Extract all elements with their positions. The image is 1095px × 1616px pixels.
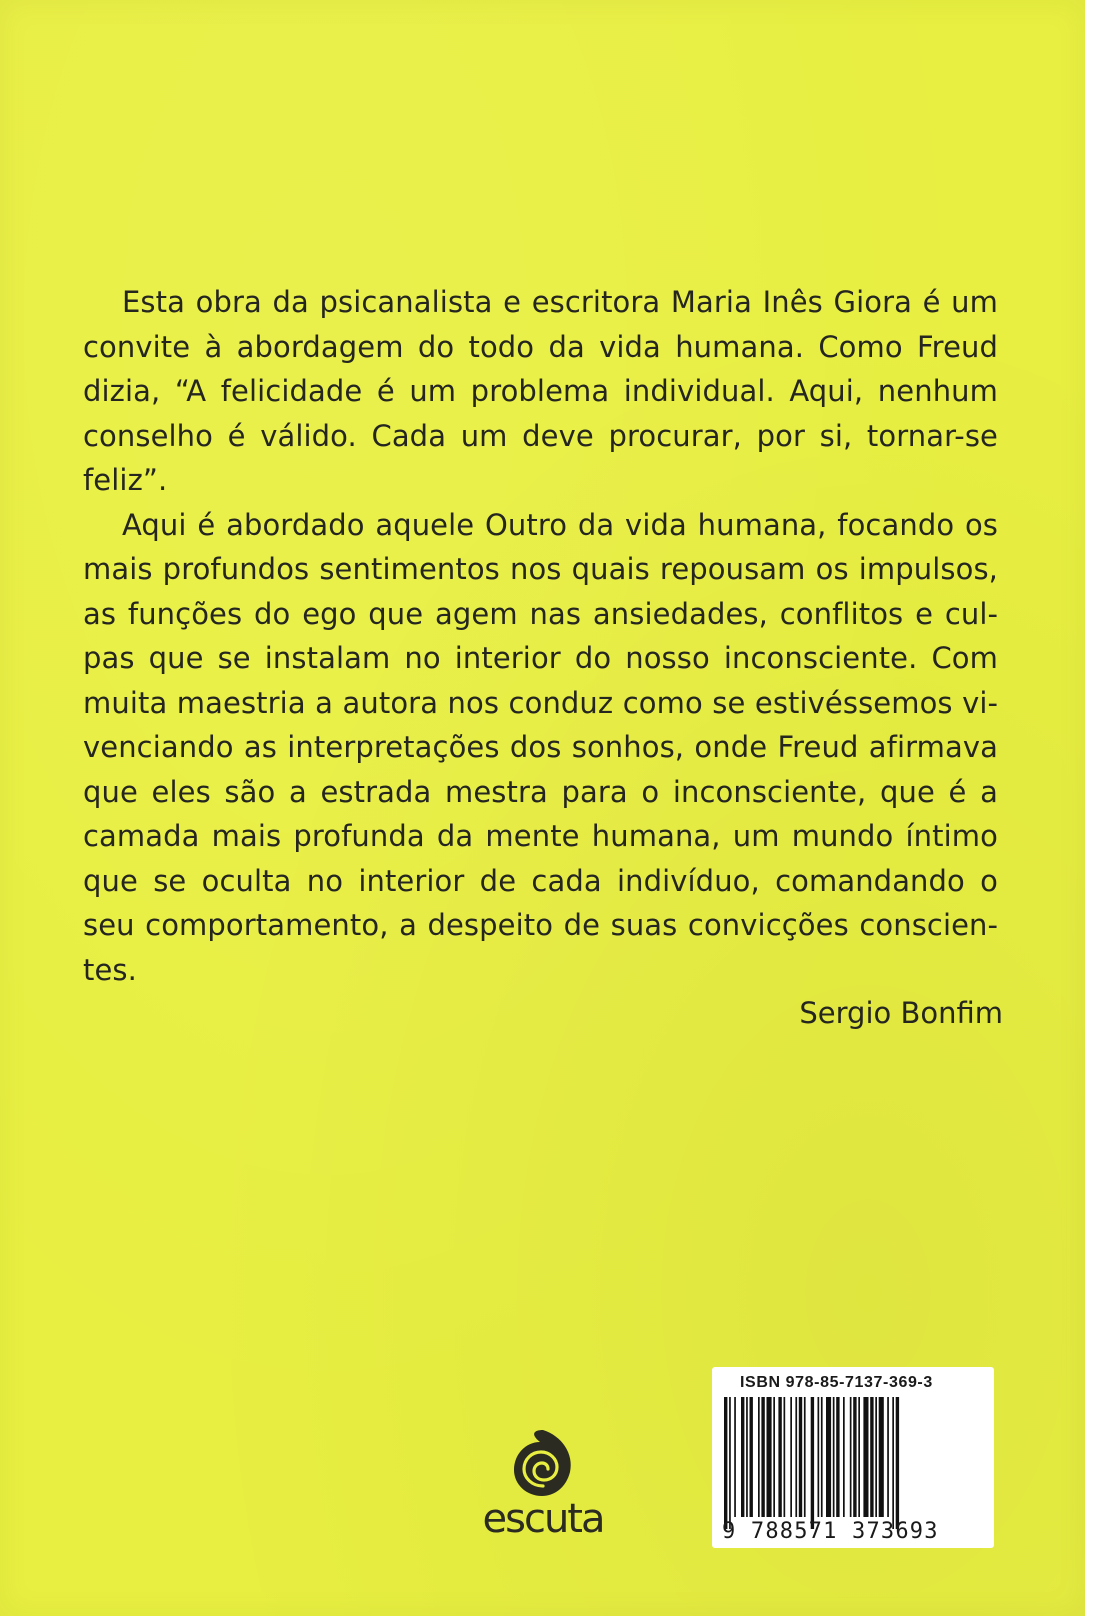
barcode-bar [746, 1397, 748, 1517]
barcode-bar [826, 1397, 831, 1517]
blurb-paragraph-2: Aqui é abordado aquele Outro da vida humana, focando os mais profundos sentimentos nos quais repousam os impulsos, as funções do ego que agem nas ansiedades, conflitos e culpas que se instalam no interior do nosso inconsciente. Com muita maestria a autora nos conduz como se estivéssemos vivenciando as interpretações dos sonhos, onde Freud afirmava que eles são a estrada mestra para o inconsciente, que é a camada mais profunda da mente humana, um mundo íntimo que se oculta no interior de cada indivíduo, comandando o seu comportamento, a despeito de suas convicções conscientes. [83, 507, 998, 987]
blurb-paragraph-1: Esta obra da psicanalista e escritora Maria Inês Giora é um convite à abordagem do todo da vida humana. Como Freud dizia, “A felicidade é um problema individual. Aqui, nenhum conselho é válido. Cada um deve procurar, por si, tornar-se feliz”. [83, 285, 998, 497]
barcode-bar [758, 1397, 760, 1517]
barcode-bar [892, 1397, 894, 1529]
spiral-shell-icon [510, 1428, 576, 1498]
barcode-bar [795, 1397, 797, 1517]
barcode-bar [887, 1397, 889, 1517]
barcode-bar [818, 1397, 820, 1517]
barcode-bar [729, 1397, 731, 1529]
barcode-bar [879, 1397, 884, 1517]
author-signature: Sergio Bonfim [799, 996, 1003, 1030]
barcode-bar [863, 1397, 868, 1517]
barcode-bar [767, 1397, 772, 1517]
barcode-bar [853, 1397, 856, 1517]
publisher-logo [468, 1428, 618, 1548]
barcode-bar [850, 1397, 852, 1517]
barcode-bar [811, 1397, 814, 1529]
blurb-text [83, 280, 998, 992]
barcode-bar [724, 1397, 727, 1529]
barcode-bar [750, 1397, 753, 1517]
barcode-digits: 9 788571 373693 [722, 1519, 939, 1544]
barcode-bar [761, 1397, 764, 1517]
barcode [712, 1367, 994, 1548]
barcode-bar [784, 1397, 786, 1517]
barcode-bar [773, 1397, 775, 1517]
barcode-bar [778, 1397, 781, 1517]
publisher-name: escuta [482, 1496, 604, 1542]
barcode-bar [833, 1397, 835, 1517]
barcode-bar [843, 1397, 845, 1517]
barcode-bar [790, 1397, 792, 1517]
barcode-bar [875, 1397, 877, 1517]
barcode-bar [734, 1397, 736, 1517]
barcode-bar [858, 1397, 860, 1517]
barcode-bar [821, 1397, 823, 1517]
barcode-bar [870, 1397, 873, 1517]
barcode-bar [741, 1397, 744, 1517]
barcode-bar [836, 1397, 839, 1517]
isbn-label: ISBN 978-85-7137-369-3 [740, 1374, 933, 1391]
barcode-bar [804, 1397, 806, 1517]
barcode-bar [896, 1397, 899, 1529]
barcode-bar [799, 1397, 802, 1517]
